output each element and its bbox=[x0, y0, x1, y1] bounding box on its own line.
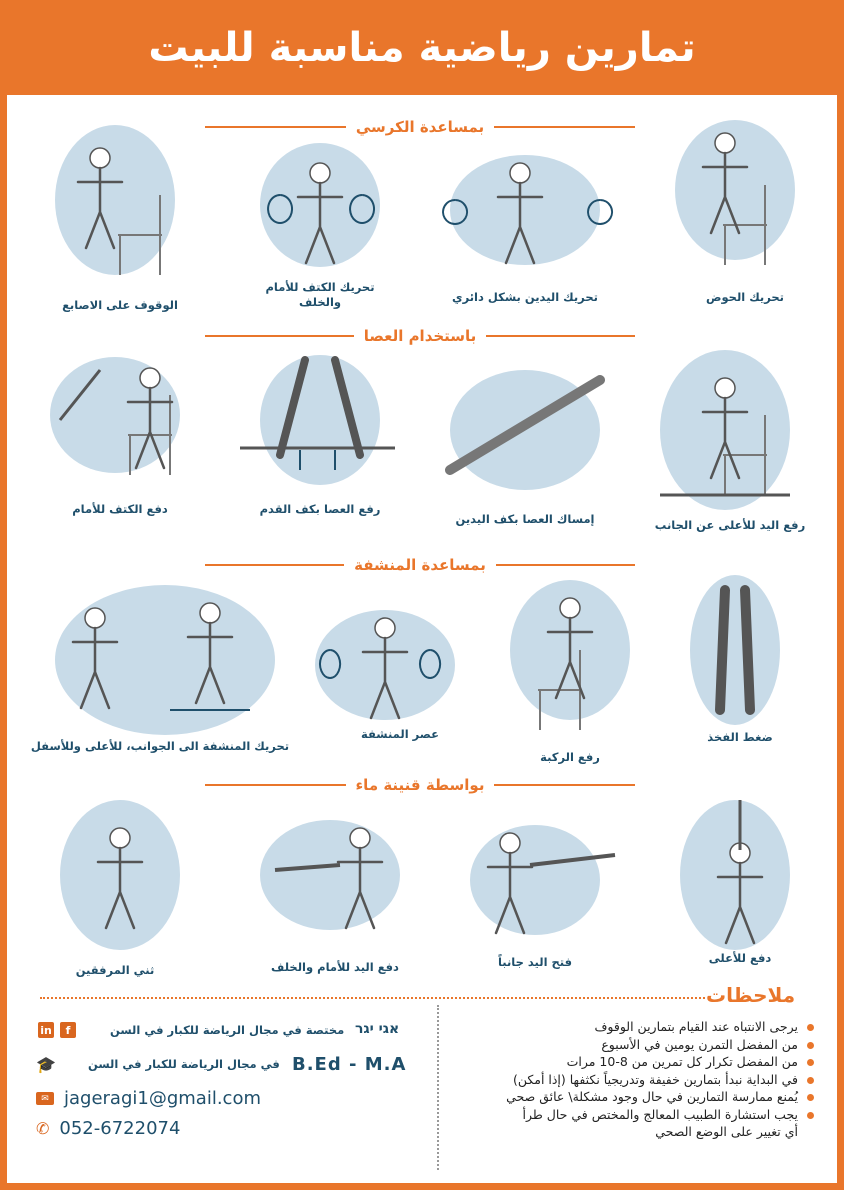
bio-line-2: في مجال الرياضة للكبار في السن bbox=[88, 1057, 280, 1071]
bio-line-1: مختصة في مجال الرياضة للكبار في السن bbox=[110, 1023, 345, 1037]
illustration-thigh-squeeze bbox=[690, 575, 780, 725]
caption-shoulder-roll: تحريك الكتف للأمام والخلف bbox=[265, 280, 375, 309]
caption-arm-raise-side: رفع اليد للأعلى عن الجانب bbox=[654, 518, 806, 532]
caption-thigh-squeeze: ضغط الفخذ bbox=[707, 730, 773, 744]
caption-towel-wring: عصر المنشفة bbox=[361, 727, 439, 741]
caption-knee-lift: رفع الركبة bbox=[540, 750, 600, 764]
note-item: في البداية نبدأ بتمارين خفيفة وتدريجياً نكثفها (إذا أمكن) bbox=[454, 1071, 814, 1089]
section-heading-chair: بمساعدة الكرسي bbox=[205, 117, 635, 137]
caption-elbow-bend: ثني المرفقين bbox=[75, 963, 155, 977]
caption-hold-stick: إمساك العصا بكف اليدين bbox=[455, 512, 595, 526]
email-row[interactable] bbox=[36, 1088, 261, 1109]
illustration-arm-open-side bbox=[470, 825, 600, 935]
section-heading-stick: باستخدام العصا bbox=[205, 326, 635, 346]
social-icons bbox=[38, 1022, 76, 1038]
illustration-stick-foot-lift bbox=[260, 355, 380, 485]
notes-divider bbox=[40, 997, 705, 999]
caption-towel-sides: تحريك المنشفة الى الجوانب، للأعلى وللأسفل bbox=[30, 739, 290, 753]
phone-icon: ✆ bbox=[36, 1119, 50, 1138]
phone-row[interactable] bbox=[36, 1118, 180, 1139]
phone-link[interactable]: 052-6722074 bbox=[59, 1118, 181, 1139]
caption-tiptoe: الوقوف على الاصابع bbox=[62, 298, 178, 312]
caption-arm-circles: تحريك اليدين بشكل دائري bbox=[452, 290, 598, 304]
note-item: يُمنع ممارسة التمارين في حال وجود مشكلة\ عائق صحي bbox=[454, 1088, 814, 1106]
degree: B.Ed - M.A bbox=[292, 1054, 407, 1075]
facebook-icon[interactable]: f bbox=[60, 1022, 76, 1038]
note-item: من المفضل التمرن يومين في الأسبوع bbox=[454, 1036, 814, 1054]
caption-arm-forward-back: دفع اليد للأمام والخلف bbox=[271, 960, 399, 974]
note-item: يجب استشارة الطبيب المعالج والمختص في حال طرأ bbox=[454, 1106, 814, 1124]
page-title: تمارين رياضية مناسبة للبيت bbox=[148, 24, 696, 71]
vertical-divider bbox=[437, 1005, 439, 1170]
illustration-arm-forward-back bbox=[260, 820, 400, 930]
caption-hip-move: تحريك الحوض bbox=[705, 290, 785, 304]
illustration-towel-sides bbox=[55, 585, 275, 735]
note-item: أي تغيير على الوضع الصحي bbox=[655, 1124, 798, 1139]
contact-name: אגי יגר bbox=[355, 1021, 400, 1037]
caption-shoulder-push: دفع الكتف للأمام bbox=[72, 502, 168, 516]
illustration-tiptoe bbox=[55, 125, 175, 275]
note-item: من المفضل تكرار كل تمرين من 8-10 مرات bbox=[454, 1053, 814, 1071]
mail-icon: ✉ bbox=[36, 1092, 54, 1105]
graduation-cap-icon: 🎓 bbox=[36, 1055, 56, 1074]
graduation-row bbox=[36, 1055, 56, 1074]
notes-title: ملاحظات bbox=[706, 983, 796, 1007]
notes-list bbox=[454, 1018, 814, 1141]
linkedin-icon[interactable]: in bbox=[38, 1022, 54, 1038]
caption-arm-open-side: فتح اليد جانباً bbox=[497, 955, 573, 969]
caption-push-up-bottle: دفع للأعلى bbox=[708, 951, 772, 965]
illustration-push-up-bottle bbox=[680, 800, 790, 950]
section-heading-bottle: بواسطة قنينة ماء bbox=[205, 775, 635, 795]
email-link[interactable]: jageragi1@gmail.com bbox=[64, 1088, 261, 1109]
caption-stick-foot-lift: رفع العصا بكف القدم bbox=[259, 502, 381, 516]
section-heading-towel: بمساعدة المنشفة bbox=[205, 555, 635, 575]
note-item: يرجى الانتباه عند القيام بتمارين الوقوف bbox=[454, 1018, 814, 1036]
